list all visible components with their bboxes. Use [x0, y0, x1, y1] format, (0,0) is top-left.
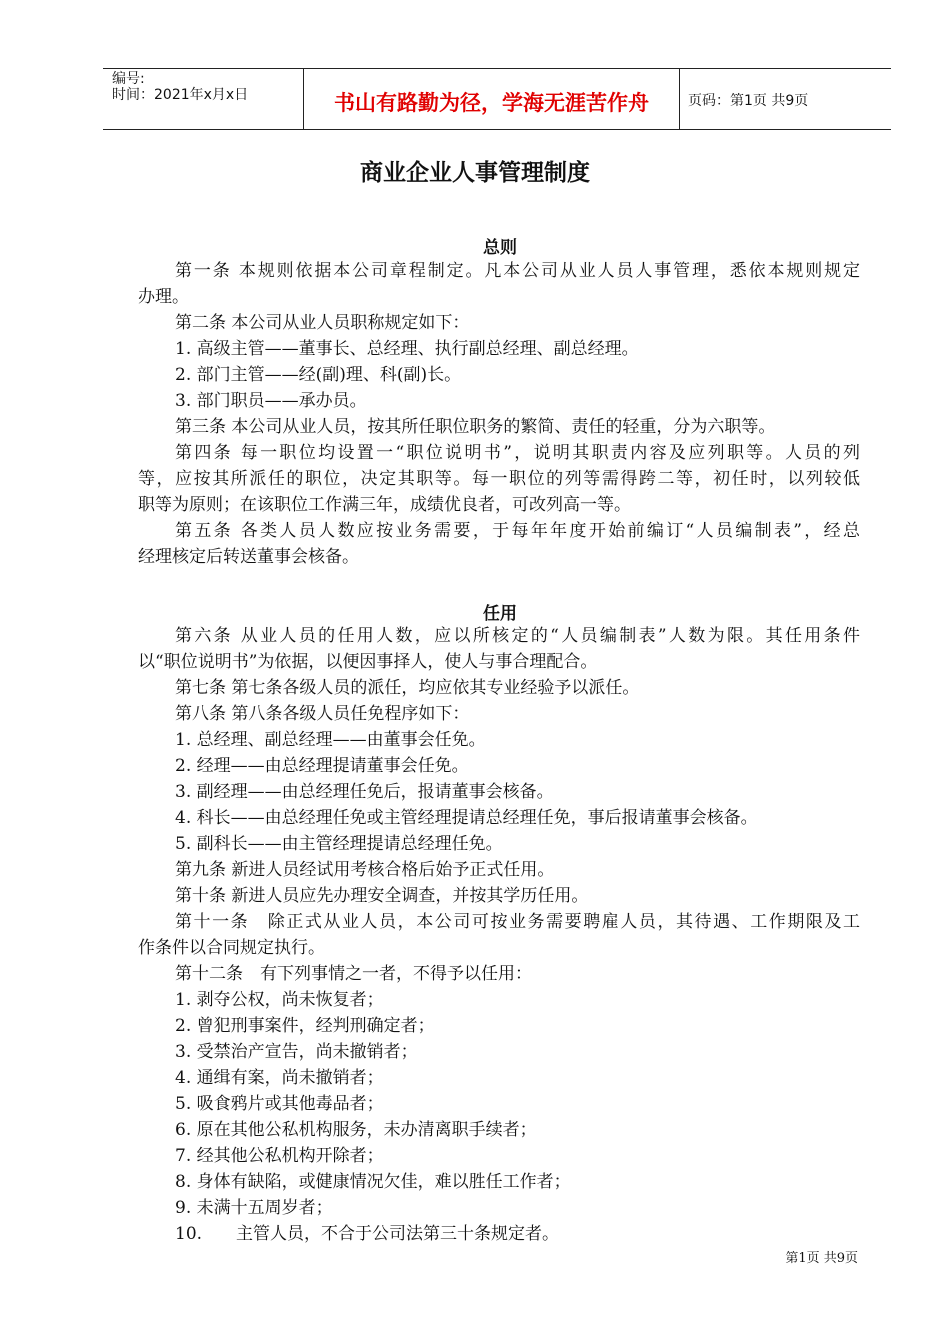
paragraph-line: 第三条 本公司从业人员，按其所任职位职务的繁简、责任的轻重，分为六职等。	[175, 417, 776, 437]
list-item: 6. 原在其他公私机构服务，未办清离职手续者；	[175, 1120, 537, 1140]
paragraph-line: 第九条 新进人员经试用考核合格后始予正式任用。	[175, 860, 555, 880]
header-page-cell	[679, 69, 891, 129]
list-item: 1. 剥夺公权，尚未恢复者；	[175, 990, 384, 1010]
section-heading-general: 总则	[483, 238, 517, 258]
paragraph-line: 第八条 第八条各级人员任免程序如下：	[175, 704, 470, 724]
paragraph-line: 以“职位说明书”为依据，以便因事择人，使人与事合理配合。	[138, 652, 598, 672]
header-page-info: 页码：第1页 共9页	[688, 93, 809, 109]
list-item: 2. 经理——由总经理提请董事会任免。	[175, 756, 469, 776]
paragraph-line: 第一条 本规则依据本公司章程制定。凡本公司从业人员人事管理，悉依本规则规定	[175, 261, 860, 281]
list-item: 5. 副科长——由主管经理提请总经理任免。	[175, 834, 503, 854]
paragraph-line: 第十一条 除正式从业人员，本公司可按业务需要聘雇人员，其待遇、工作期限及工	[175, 912, 860, 932]
section-general-body	[138, 258, 860, 570]
list-item: 1. 总经理、副总经理——由董事会任免。	[175, 730, 486, 750]
header-meta-cell	[103, 69, 303, 129]
page-footer: 第1页 共9页	[785, 1251, 858, 1266]
list-item: 3. 受禁治产宣告，尚未撤销者；	[175, 1042, 418, 1062]
list-item: 4. 科长——由总经理任免或主管经理提请总经理任免，事后报请董事会核备。	[175, 808, 758, 828]
list-item: 5. 吸食鸦片或其他毒品者；	[175, 1094, 384, 1114]
paragraph-line: 办理。	[138, 287, 189, 307]
list-item: 2. 部门主管——经(副)理、科(副)长。	[175, 365, 462, 385]
list-item: 9. 未满十五周岁者；	[175, 1198, 333, 1218]
list-item: 2. 曾犯刑事案件，经判刑确定者；	[175, 1016, 435, 1036]
paragraph-line: 第二条 本公司从业人员职称规定如下：	[175, 313, 470, 333]
paragraph-line: 第七条 第七条各级人员的派任，均应依其专业经验予以派任。	[175, 678, 640, 698]
paragraph-line: 第六条 从业人员的任用人数，应以所核定的“人员编制表”人数为限。其任用条件	[175, 626, 860, 646]
paragraph-line: 等，应按其所派任的职位，决定其职等。每一职位的列等需得跨二等，初任时，以列较低	[138, 469, 860, 489]
list-item: 3. 副经理——由总经理任免后，报请董事会核备。	[175, 782, 554, 802]
paragraph-line: 作条件以合同规定执行。	[138, 938, 325, 958]
header-motto: 书山有路勤为径，学海无涯苦作舟	[334, 91, 649, 115]
list-item: 1. 高级主管——董事长、总经理、执行副总经理、副总经理。	[175, 339, 639, 359]
list-item: 3. 部门职员——承办员。	[175, 391, 367, 411]
paragraph-line: 第十二条 有下列事情之一者，不得予以任用：	[175, 964, 532, 984]
list-item: 7. 经其他公私机构开除者；	[175, 1146, 384, 1166]
paragraph-line: 第十条 新进人员应先办理安全调查，并按其学历任用。	[175, 886, 589, 906]
header-motto-cell	[303, 69, 680, 129]
document-title: 商业企业人事管理制度	[360, 160, 590, 186]
list-item: 4. 通缉有案，尚未撤销者；	[175, 1068, 384, 1088]
list-item: 10. 主管人员，不合于公司法第三十条规定者。	[175, 1224, 560, 1244]
section-heading-appointment: 任用	[483, 604, 517, 624]
list-item: 8. 身体有缺陷，或健康情况欠佳，难以胜任工作者；	[175, 1172, 571, 1192]
paragraph-line: 经理核定后转送董事会核备。	[138, 547, 359, 567]
document-number-label: 编号:	[112, 71, 145, 87]
paragraph-line: 职等为原则；在该职位工作满三年，成绩优良者，可改列高一等。	[138, 495, 631, 515]
document-date-label: 时间：2021年x月x日	[112, 87, 249, 103]
section-appointment-body	[138, 623, 860, 1247]
paragraph-line: 第五条 各类人员人数应按业务需要，于每年年度开始前编订“人员编制表”，经总	[175, 521, 860, 541]
paragraph-line: 第四条 每一职位均设置一“职位说明书”，说明其职责内容及应列职等。人员的列	[175, 443, 860, 463]
page-header	[103, 68, 891, 130]
